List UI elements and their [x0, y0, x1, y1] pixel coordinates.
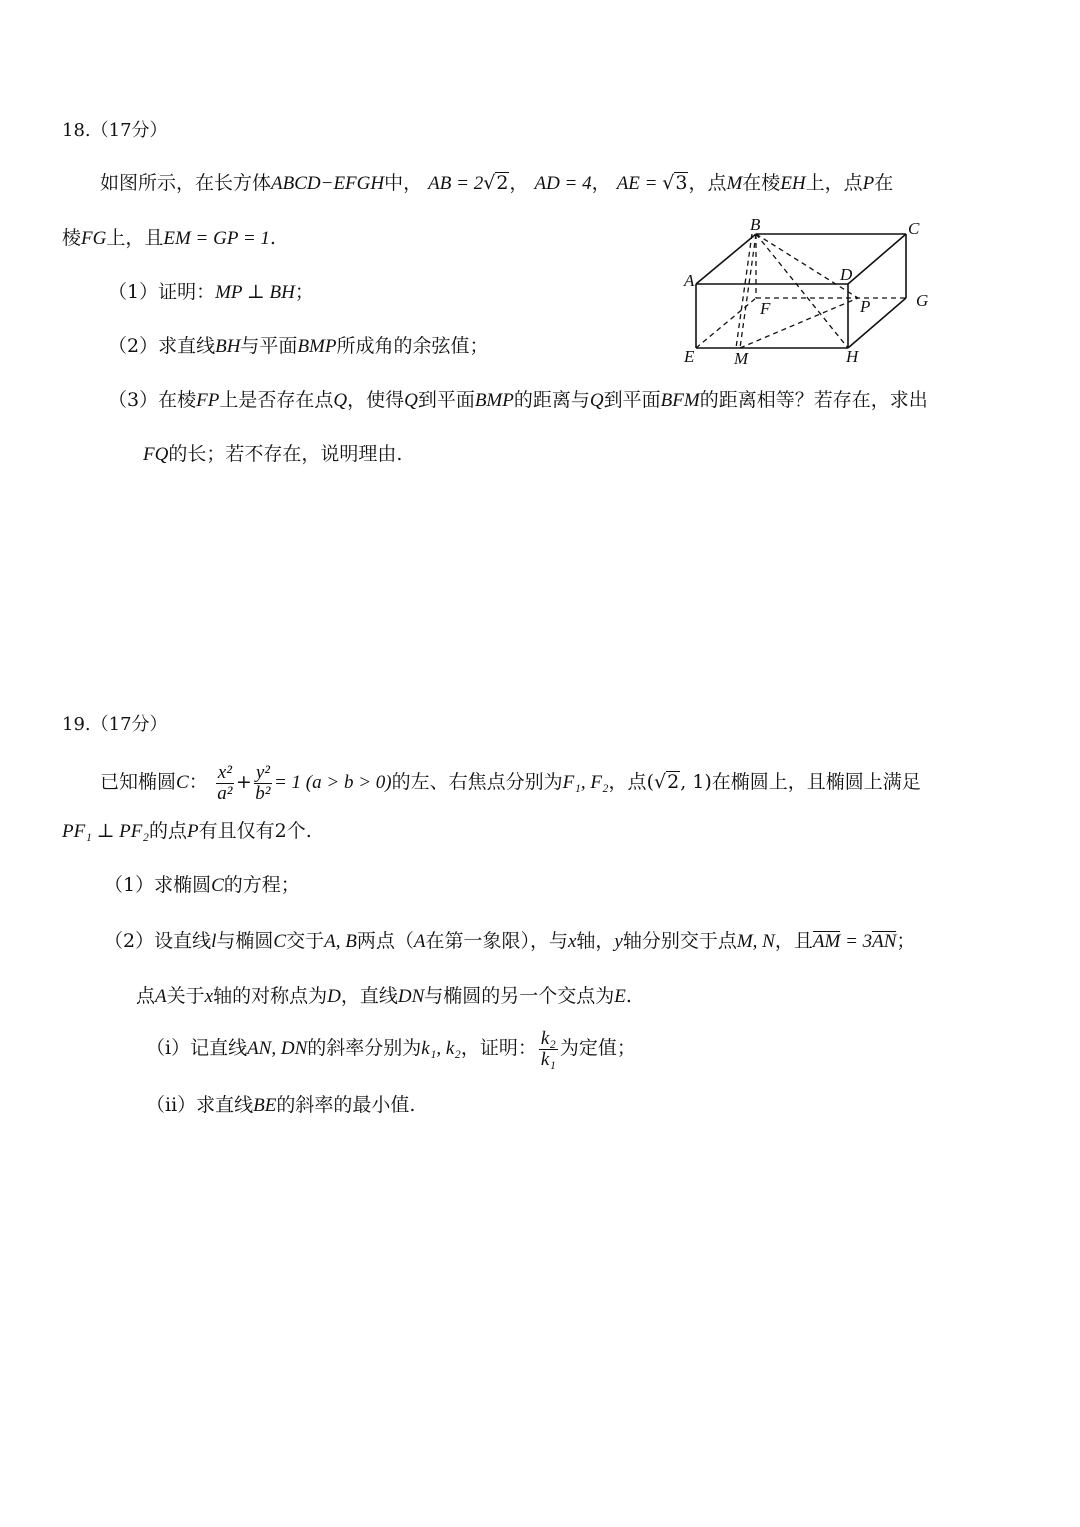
q19-part2-i: （i）记直线AN, DN的斜率分别为k₁, k₂，证明： $\frac{\text{k₂}}{\text{k₁}}$ 为定值； [146, 1027, 636, 1070]
segment-MP [740, 298, 858, 348]
segment-B-aux [736, 234, 752, 348]
label-P: P [860, 297, 871, 316]
label-D: D [840, 265, 853, 284]
fraction-k2-k1: $\frac{\text{k₂}}{\text{k₁}}$ [540, 1027, 556, 1070]
fraction-x2-a2: $\frac{\text{x²}}{\text{a²}}$ [217, 761, 233, 804]
label-B: B [750, 215, 761, 234]
label-G: G [916, 291, 929, 310]
q19-stem-line2: PF₁ ⊥ PF₂的点P有且仅有2个. [62, 820, 312, 842]
q19-stem-line1: 已知椭圆C： $\frac{\text{x²}}{\text{a²}}$ + $\frac{\text{y²}}{\text{b²}}$ = 1 (a > b > 0)的左、右焦点分别为F₁, F₂，点(√2, 1)在椭圆上，且椭圆上满足 [100, 761, 921, 804]
segment-BH [756, 234, 848, 348]
edge-AB [696, 234, 756, 284]
label-C: C [908, 219, 920, 238]
q18-heading: 18.（17分） [62, 120, 168, 141]
q19-heading: 19.（17分） [62, 714, 168, 735]
label-A: A [684, 271, 695, 290]
q18-part3-line2: FQ的长；若不存在，说明理由. [143, 443, 403, 465]
q18-stem-line2: 棱FG上，且EM = GP = 1. [62, 227, 276, 249]
q18-part2: （2）求直线BH与平面BMP所成角的余弦值； [108, 335, 489, 357]
label-F: F [760, 299, 771, 318]
label-E: E [684, 347, 695, 366]
fraction-y2-b2: $\frac{\text{y²}}{\text{b²}}$ [255, 761, 271, 804]
edge-DC [848, 234, 906, 284]
segment-BM [740, 234, 756, 348]
q19-part2-line2: 点A关于x轴的对称点为D，直线DN与椭圆的另一个交点为E. [136, 985, 632, 1007]
label-M: M [734, 349, 749, 368]
q18-part1: （1）证明：MP ⊥ BH； [108, 281, 314, 303]
edge-EF [696, 298, 756, 348]
q19-part2-ii: （ii）求直线BE的斜率的最小值. [146, 1094, 416, 1116]
edge-HG [848, 298, 906, 348]
q19-part2-line1: （2）设直线l与椭圆C交于A, B两点（A在第一象限），与x轴，y轴分别交于点M, N，且AM = 3AN； [104, 930, 916, 952]
q18-part3-line1: （3）在棱FP上是否存在点Q，使得Q到平面BMP的距离与Q到平面BFM的距离相等？若存在，求出 [108, 389, 928, 411]
q18-stem-line1: 如图所示，在长方体ABCD−EFGH中， AB = 2√2， AD = 4， AE = √3，点M在棱EH上，点P在 [100, 172, 894, 194]
label-H: H [846, 347, 859, 366]
cuboid-figure [680, 212, 940, 372]
q19-part1: （1）求椭圆C的方程； [104, 874, 300, 896]
